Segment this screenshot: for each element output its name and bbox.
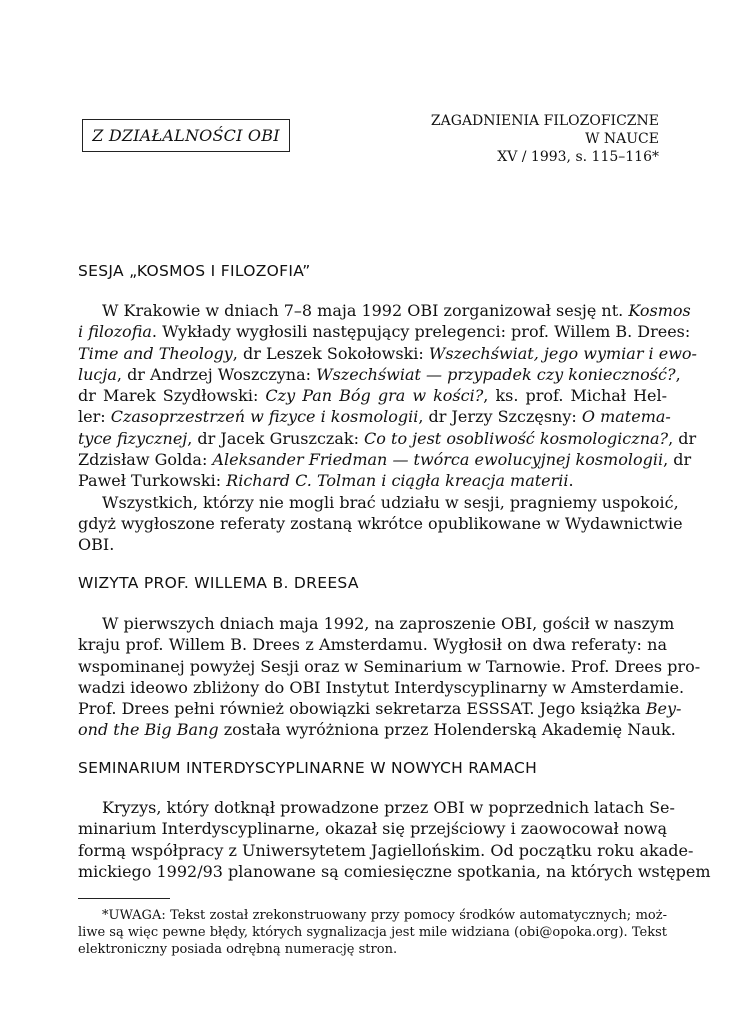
paragraph-drees-visit [78,613,701,741]
footnote-line: *UWAGA: Tekst został zrekonstruowany przy pomocy środków automatycznych; moż- [102,908,667,923]
text-line: i filozofia. Wykłady wygłosili następujący prelegenci: prof. Willem B. Drees: [78,322,691,342]
section-heading-seminar: SEMINARIUM INTERDYSCYPLINARNE W NOWYCH RAMACH [78,759,538,777]
text-line: gdyż wygłoszone referaty zostaną wkrótce opublikowane w Wydawnictwie [78,513,683,533]
text-line: Time and Theology, dr Leszek Sokołowski: Wszechświat, jego wymiar i ewo- [78,343,697,363]
journal-issue: XV / 1993, s. 115–116* [497,149,659,165]
text-line: W pierwszych dniach maja 1992, na zaproszenie OBI, gościł w naszym [102,614,675,633]
text-line: Zdzisław Golda: Aleksander Friedman — twórca ewolucyjnej kosmologii, dr [78,450,692,470]
text-line: Kryzys, który dotknął prowadzone przez OBI w poprzednich latach Se- [102,798,675,817]
text-line: wspominanej powyżej Sesji oraz w Seminarium w Tarnowie. Prof. Drees pro- [78,656,701,676]
text-line: Wszystkich, którzy nie mogli brać udziału w sesji, pragniemy uspokoić, [102,492,679,512]
section-label-box [82,119,290,152]
paragraph-seminar [78,797,711,882]
text-line: mickiego 1992/93 planowane są comiesięczne spotkania, na których wstępem [78,861,711,881]
paragraph-session [78,300,697,556]
footnote-line: liwe są więc pewne błędy, których sygnalizacja jest mile widziana (obi@opoka.org). Tekst [78,925,667,940]
journal-title: ZAGADNIENIA FILOZOFICZNE [430,113,659,129]
text-line: wadzi ideowo zbliżony do OBI Instytut Interdyscyplinarny w Amsterdamie. [78,677,685,697]
text-line: ond the Big Bang została wyróżniona przez Holenderską Akademię Nauk. [78,720,676,740]
text-line: OBI. [78,535,115,555]
text-line: lucja, dr Andrzej Woszczyna: Wszechświat — przypadek czy konieczność?, [78,364,681,384]
footnote-line: elektroniczny posiada odrębną numerację stron. [78,942,398,957]
journal-header [431,112,659,166]
section-heading-kosmos: SESJA „KOSMOS I FILOZOFIA” [78,262,311,280]
text-line: Paweł Turkowski: Richard C. Tolman i ciągła kreacja materii. [78,471,574,491]
text-line: ler: Czasoprzestrzeń w fizyce i kosmologii, dr Jerzy Szczęsny: O matema- [78,407,671,427]
journal-subtitle: W NAUCE [585,131,659,147]
text-line: W Krakowie w dniach 7–8 maja 1992 OBI zorganizował sesję nt. Kosmos [102,301,691,320]
footnote-rule [78,898,170,899]
section-heading-drees-visit: WIZYTA PROF. WILLEMA B. DREESA [78,574,359,592]
section-label: Z DZIAŁALNOŚCI OBI [92,126,280,145]
text-line: Prof. Drees pełni również obowiązki sekretarza ESSSAT. Jego książka Bey- [78,699,682,719]
text-line: dr Marek Szydłowski: Czy Pan Bóg gra w kości?, ks. prof. Michał Hel- [78,386,668,406]
footnote [78,907,667,958]
text-line: minarium Interdyscyplinarne, okazał się przejściowy i zaowocował nową [78,819,667,839]
text-line: tyce fizycznej, dr Jacek Gruszczak: Co to jest osobliwość kosmologiczna?, dr [78,428,697,448]
text-line: kraju prof. Willem B. Drees z Amsterdamu. Wygłosił on dwa referaty: na [78,635,667,655]
text-line: formą współpracy z Uniwersytetem Jagiellońskim. Od początku roku akade- [78,840,694,860]
